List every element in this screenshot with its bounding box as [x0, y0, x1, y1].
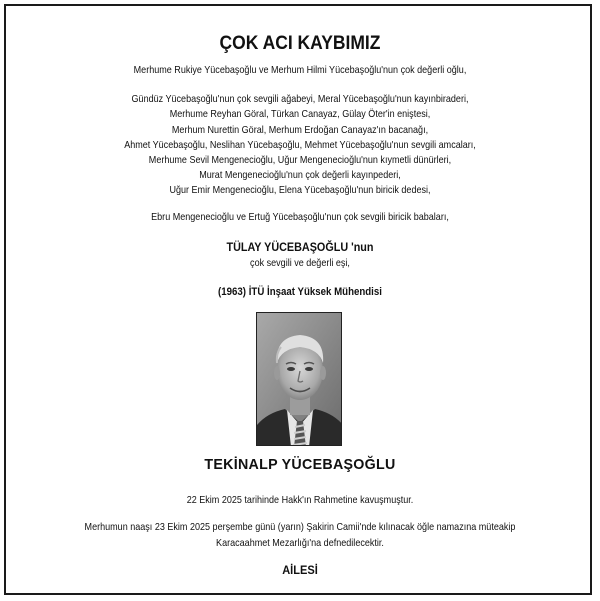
profession-line: (1963) İTÜ İnşaat Yüksek Mühendisi [218, 286, 382, 298]
funeral-info-line: Merhumun naaşı 23 Ekim 2025 perşembe günü (yarın) Şakirin Camii'nde kılınacak öğle namazına müteakip [84, 521, 516, 533]
spouse-line: çok sevgili ve değerli eşi, [250, 257, 350, 269]
family-signature: AİLESİ [282, 563, 318, 577]
death-date-line: 22 Ekim 2025 tarihinde Hakk'ın Rahmetine kavuşmuştur. [186, 494, 414, 506]
children-line: Ebru Mengenecioğlu ve Ertuğ Yücebaşoğlu'nun çok sevgili biricik babaları, [151, 211, 449, 223]
relation-line: Merhume Reyhan Göral, Türkan Canayaz, Gülay Öter'in eniştesi, [169, 108, 431, 120]
notice-title: ÇOK ACI KAYBIMIZ [219, 33, 381, 54]
relation-line: Merhume Sevil Mengenecioğlu, Uğur Mengenecioğlu'nun kıymetli dünürleri, [148, 154, 452, 166]
relation-line: Gündüz Yücebaşoğlu'nun çok sevgili ağabeyi, Meral Yücebaşoğlu'nun kayınbiraderi, [131, 93, 469, 105]
relation-line: Ahmet Yücebaşoğlu, Neslihan Yücebaşoğlu, Mehmet Yücebaşoğlu'nun sevgili amcaları, [124, 139, 476, 151]
deceased-name: TEKİNALP YÜCEBAŞOĞLU [204, 456, 396, 473]
parents-line: Merhume Rukiye Yücebaşoğlu ve Merhum Hilmi Yücebaşoğlu'nun çok değerli oğlu, [133, 64, 467, 76]
relation-line: Merhum Nurettin Göral, Merhum Erdoğan Canayaz'ın bacanağı, [171, 124, 429, 136]
deceased-portrait [256, 312, 342, 446]
spouse-name: TÜLAY YÜCEBAŞOĞLU 'nun [226, 240, 374, 254]
funeral-info-line: Karacaahmet Mezarlığı'na defnedilecektir. [216, 537, 384, 549]
relation-line: Murat Mengenecioğlu'nun çok değerli kayınpederi, [199, 169, 401, 181]
relation-line: Uğur Emir Mengenecioğlu, Elena Yücebaşoğlu'nun biricik dedesi, [169, 184, 431, 196]
